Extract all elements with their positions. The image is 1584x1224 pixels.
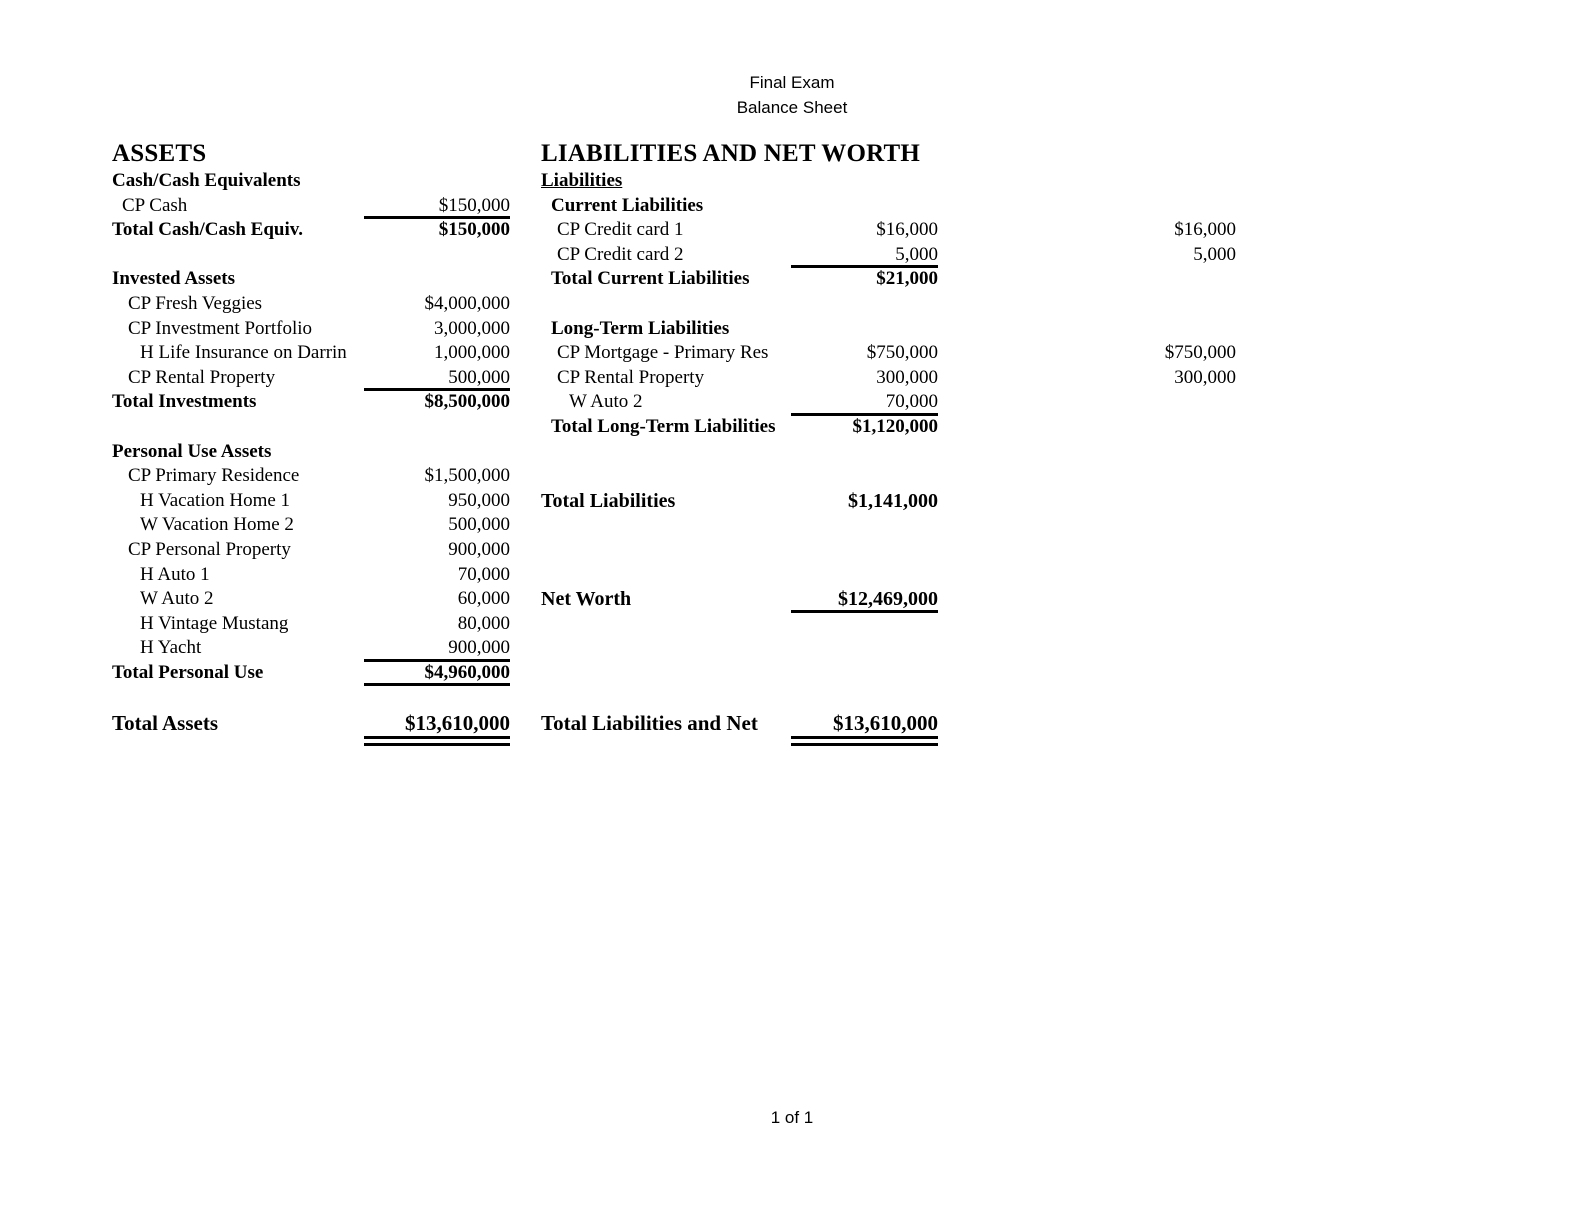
line-item-amount: 70,000 (885, 391, 938, 413)
assets-group-heading-row (112, 268, 512, 293)
grand-total-amount: $13,610,000 (833, 711, 938, 736)
table-row (112, 342, 512, 367)
table-row-grand-total (112, 711, 512, 741)
assets-section-title-row (112, 140, 512, 170)
table-row-total (112, 391, 512, 416)
grand-total-rule-top (791, 736, 938, 739)
table-row-total (541, 416, 1241, 441)
total-liabilities-amount: $1,141,000 (848, 489, 938, 512)
line-item-label: CP Rental Property (128, 366, 276, 388)
spacer-row (112, 416, 512, 441)
subtotal-label: Total Personal Use (112, 661, 264, 683)
subtotal-amount: $4,960,000 (424, 661, 510, 683)
grand-total-rule-bottom (364, 743, 510, 746)
spacer-row (541, 637, 1241, 662)
header-title-line2: Balance Sheet (736, 98, 848, 117)
liabilities-section-title: LIABILITIES AND NET WORTH (541, 140, 921, 167)
grand-total-label: Total Assets (112, 711, 218, 736)
longterm-liabilities-heading-row (541, 318, 1241, 343)
table-row (112, 539, 512, 564)
table-row-total (112, 662, 512, 687)
spacer-row (112, 686, 512, 711)
line-item-label: CP Mortgage - Primary Res (557, 342, 769, 364)
subtotal-label: Total Cash/Cash Equiv. (112, 219, 303, 241)
assets-group-heading-personal: Personal Use Assets (112, 440, 272, 462)
line-item-label: W Auto 2 (140, 588, 214, 610)
assets-group-heading-cash: Cash/Cash Equivalents (112, 170, 301, 191)
line-item-label: H Auto 1 (140, 563, 210, 585)
line-item-label: W Vacation Home 2 (140, 514, 294, 536)
subtotal-label: Total Investments (112, 391, 257, 413)
line-item-label: CP Investment Portfolio (128, 317, 313, 339)
table-row (541, 367, 1241, 392)
table-row-total (112, 219, 512, 244)
liabilities-section-title-row (541, 140, 1241, 170)
line-item-amount: $750,000 (866, 342, 938, 364)
grand-total-rule-top (364, 736, 510, 739)
spacer-row (541, 613, 1241, 638)
line-item-label: CP Personal Property (128, 538, 291, 560)
line-item-label: CP Rental Property (557, 366, 705, 388)
page-header (0, 70, 1584, 120)
line-item-label: H Vintage Mustang (140, 612, 289, 634)
table-row (541, 342, 1241, 367)
line-item-amount: 1,000,000 (434, 342, 510, 364)
line-item-amount: $150,000 (438, 194, 510, 216)
subtotal-amount: $21,000 (876, 268, 938, 290)
table-row (112, 465, 512, 490)
table-row (541, 219, 1241, 244)
assets-group-heading-row (112, 170, 512, 195)
line-item-amount-secondary: 5,000 (1193, 243, 1236, 265)
subtotal-amount: $150,000 (438, 219, 510, 241)
line-item-label: H Life Insurance on Darrin (140, 342, 347, 364)
subtotal-amount: $8,500,000 (424, 391, 510, 413)
total-liabilities-label: Total Liabilities (541, 489, 676, 512)
subtotal-label: Total Long-Term Liabilities (551, 415, 776, 437)
spacer-row (541, 539, 1241, 564)
line-item-amount-secondary: $750,000 (1164, 342, 1236, 364)
line-item-amount: 70,000 (457, 563, 510, 585)
table-row (112, 613, 512, 638)
table-row-net-worth (541, 588, 1241, 613)
line-item-amount: 900,000 (448, 538, 510, 560)
assets-group-heading-row (112, 441, 512, 466)
current-liabilities-heading: Current Liabilities (551, 194, 704, 216)
line-item-amount: 60,000 (457, 588, 510, 610)
liabilities-heading: Liabilities (541, 170, 623, 191)
table-row-total-liabilities (541, 490, 1241, 515)
table-row (112, 490, 512, 515)
line-item-label: CP Primary Residence (128, 465, 300, 487)
grand-total-rule-bottom (791, 743, 938, 746)
spacer-row (541, 662, 1241, 687)
table-row (112, 514, 512, 539)
spacer-row (541, 514, 1241, 539)
assets-section-title: ASSETS (112, 140, 207, 167)
table-row-grand-total (541, 711, 1241, 741)
table-row-total (541, 268, 1241, 293)
assets-column (112, 140, 512, 741)
page-footer (0, 1108, 1584, 1128)
table-row (112, 318, 512, 343)
grand-total-amount: $13,610,000 (405, 711, 510, 736)
line-item-label: CP Credit card 2 (557, 243, 684, 265)
spacer-row (541, 686, 1241, 711)
page-number: 1 of 1 (770, 1108, 814, 1127)
spacer-row (541, 465, 1241, 490)
line-item-label: CP Cash (122, 194, 188, 216)
table-row (112, 564, 512, 589)
liabilities-column (541, 140, 1241, 741)
line-item-label: H Yacht (140, 637, 202, 659)
net-worth-label: Net Worth (541, 588, 632, 611)
line-item-amount: 500,000 (448, 514, 510, 536)
header-title-line1: Final Exam (749, 73, 835, 92)
line-item-amount: 950,000 (448, 489, 510, 511)
net-worth-amount: $12,469,000 (838, 588, 938, 611)
table-row (112, 588, 512, 613)
subtotal-label: Total Current Liabilities (551, 268, 750, 290)
line-item-amount-secondary: $16,000 (1174, 219, 1236, 241)
subtotal-amount: $1,120,000 (852, 415, 938, 437)
assets-group-heading-invested: Invested Assets (112, 268, 235, 290)
line-item-amount: 900,000 (448, 637, 510, 659)
spacer-row (541, 441, 1241, 466)
line-item-amount: 5,000 (895, 243, 938, 265)
spacer-row (541, 564, 1241, 589)
spacer-row (112, 244, 512, 269)
line-item-amount: $4,000,000 (424, 292, 510, 314)
line-item-amount: 500,000 (448, 366, 510, 388)
grand-total-label: Total Liabilities and Net (541, 711, 758, 736)
spacer-row (541, 293, 1241, 318)
line-item-amount: 3,000,000 (434, 317, 510, 339)
table-row (112, 293, 512, 318)
line-item-label: W Auto 2 (569, 391, 643, 413)
longterm-liabilities-heading: Long-Term Liabilities (551, 317, 730, 339)
line-item-amount-secondary: 300,000 (1174, 366, 1236, 388)
line-item-label: CP Fresh Veggies (128, 292, 263, 314)
line-item-amount: 300,000 (876, 366, 938, 388)
line-item-amount: 80,000 (457, 612, 510, 634)
line-item-label: H Vacation Home 1 (140, 489, 291, 511)
line-item-amount: $16,000 (876, 219, 938, 241)
line-item-label: CP Credit card 1 (557, 219, 684, 241)
liabilities-heading-row (541, 170, 1241, 195)
line-item-amount: $1,500,000 (424, 465, 510, 487)
current-liabilities-heading-row (541, 195, 1241, 220)
